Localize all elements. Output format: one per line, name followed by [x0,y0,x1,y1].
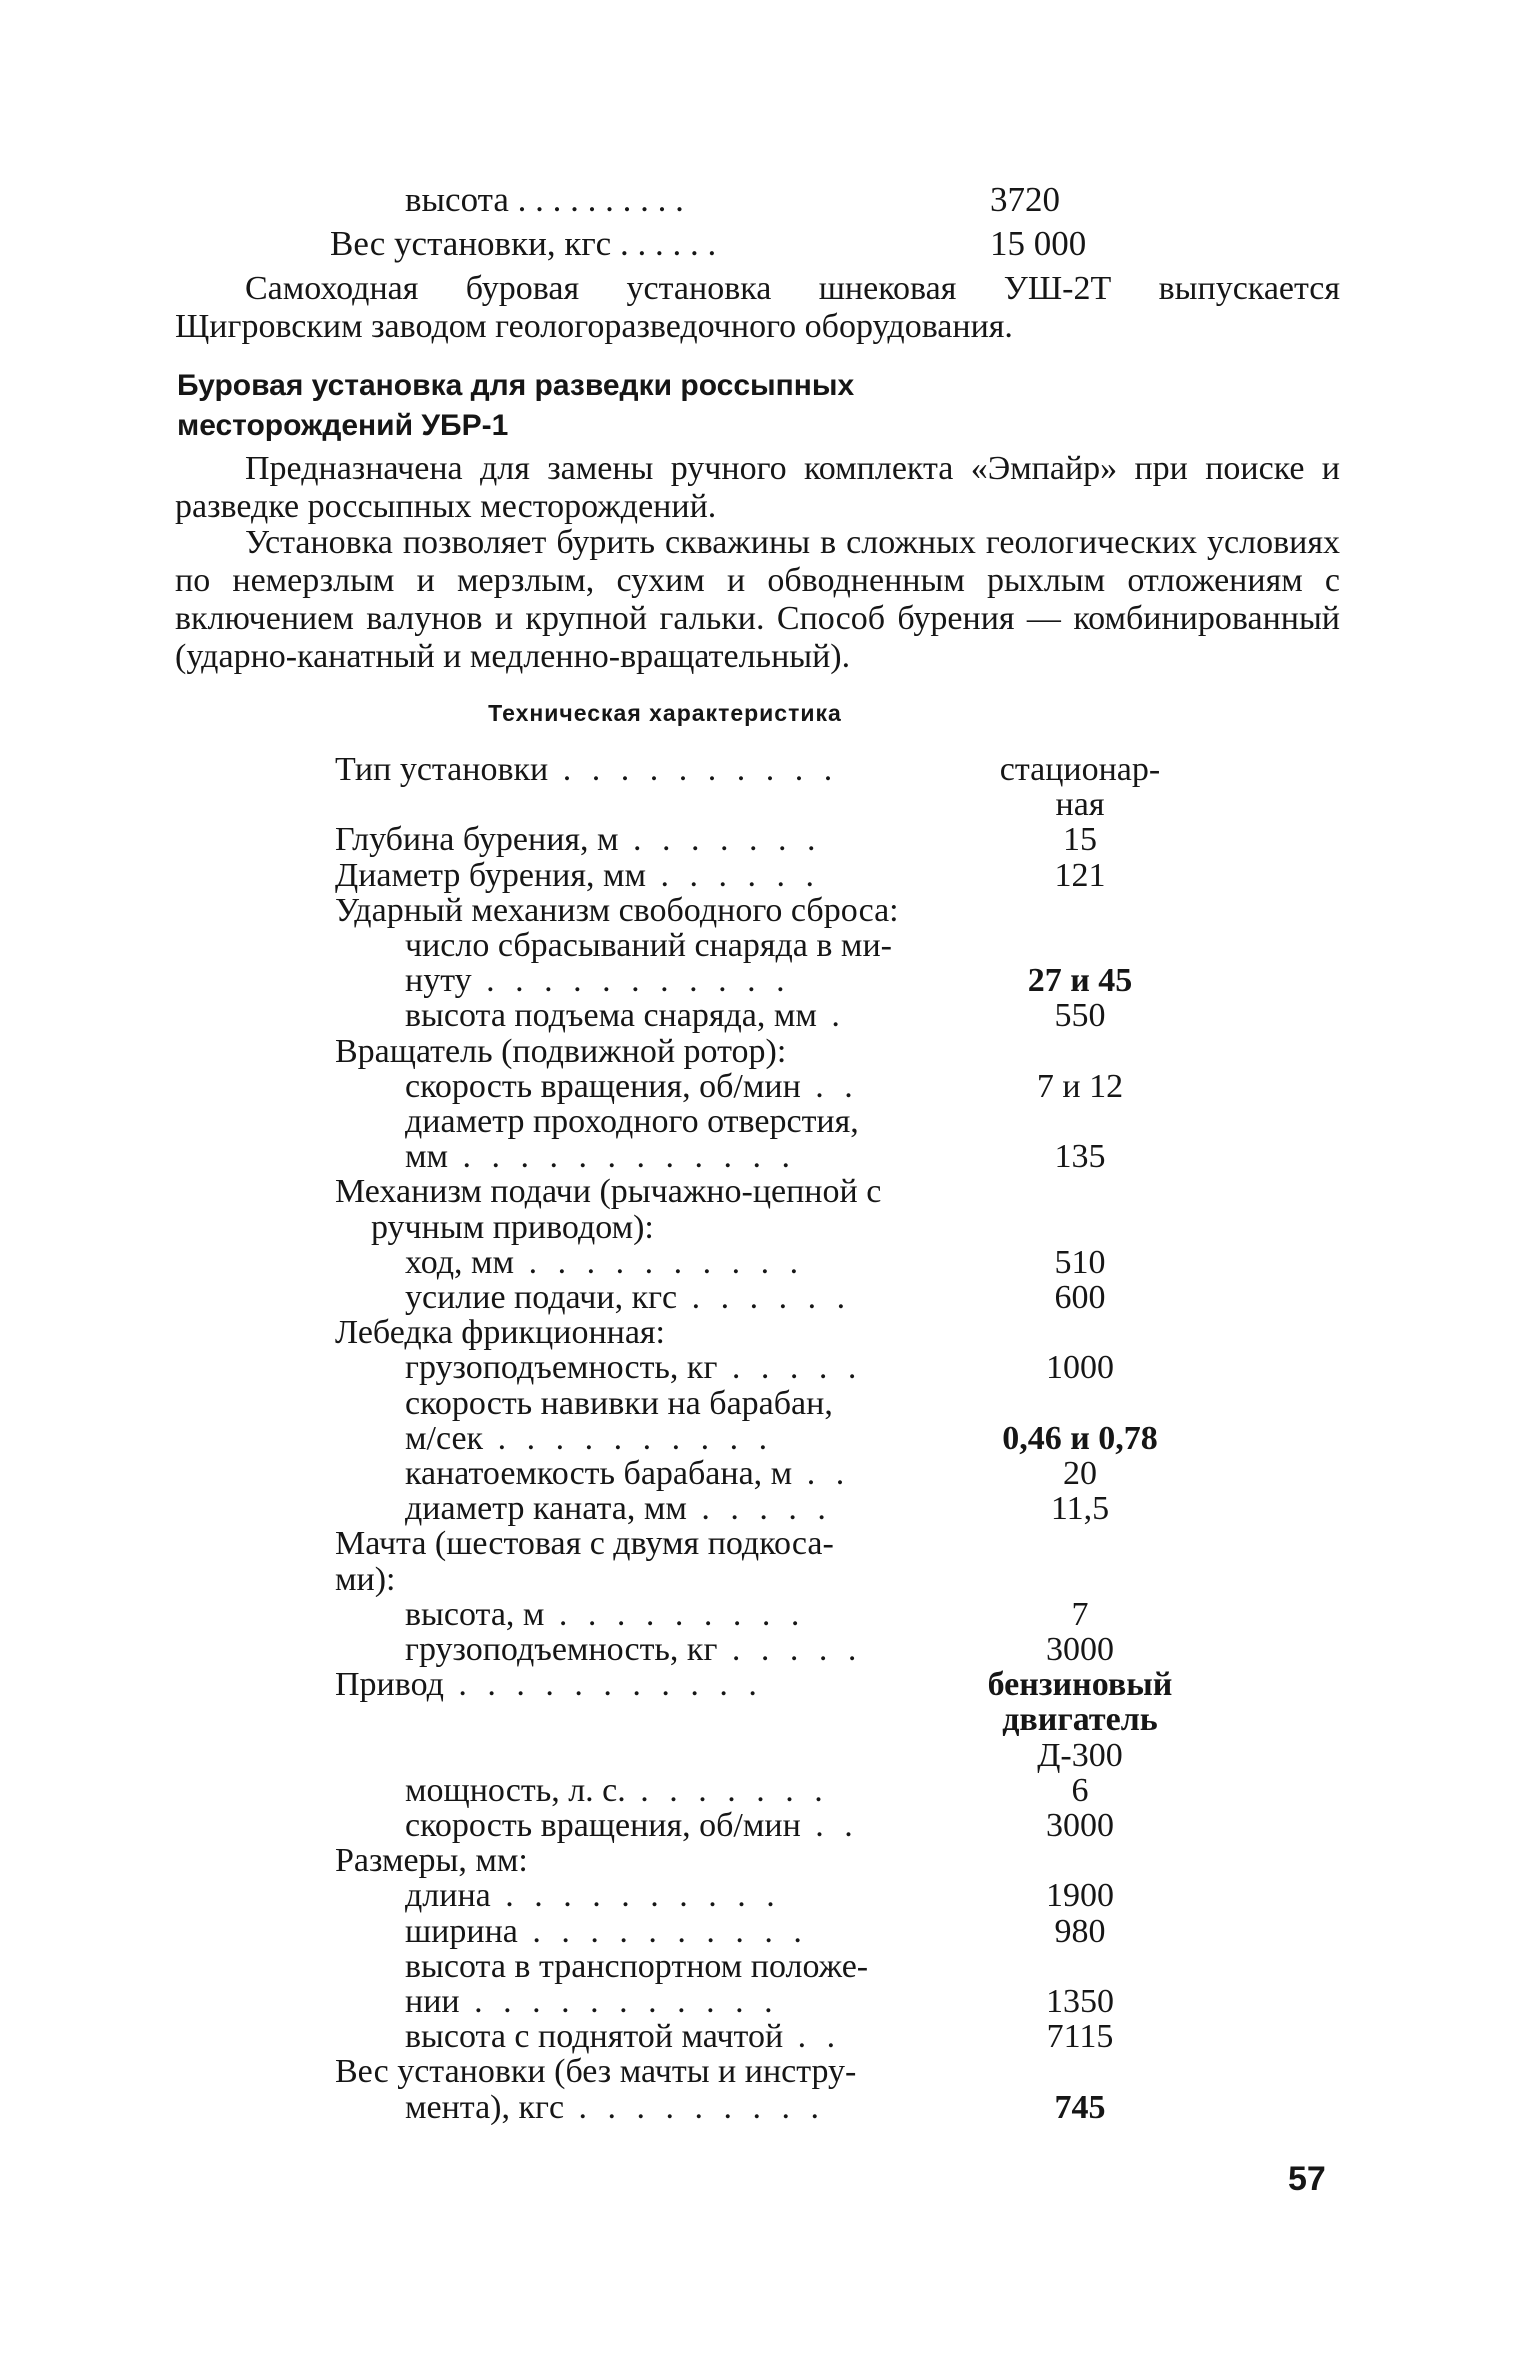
spec-row [335,1491,1235,1526]
spec-row [335,1034,1235,1069]
spec-label: грузоподъемность, кг [405,1632,718,1668]
spec-label: скорость навивки на барабан, [405,1385,833,1421]
spec-value: 3000 [1046,1807,1114,1845]
spec-label: Диаметр бурения, мм [335,857,647,893]
spec-value: 3720 [990,180,1060,219]
leader-dots: . . . . . . . . . [564,2089,826,2125]
heading-line-2: месторождений УБР-1 [177,409,509,442]
spec-value: 745 [1054,2088,1106,2126]
spec-label: Привод [335,1667,444,1703]
spec-label: длина [405,1878,491,1914]
heading-line-1: Буровая установка для разведки россыпных [177,369,855,402]
spec-value: Д-300 [1037,1736,1123,1774]
spec-value: бензиновый [987,1666,1173,1704]
spec-row [335,1526,1235,1561]
spec-value: 1000 [1046,1349,1114,1387]
spec-value: 11,5 [1050,1490,1110,1528]
leader-dots: . . . . . [717,1632,863,1668]
leader-dots: . . [783,2019,842,2055]
spec-row [335,1914,1235,1949]
spec-label: нуту [405,963,472,999]
leader-dots: . . [792,1456,851,1492]
spec-value: 27 и 45 [1027,962,1133,1000]
top-spec-list [330,178,1130,266]
spec-label: Мачта (шестовая с двумя подкоса- [335,1526,834,1562]
spec-row [335,2054,1235,2089]
spec-row [335,1773,1235,1808]
purpose-paragraph: Предназначена для замены ручного комплекта «Эмпайр» при поиске и разведке россыпных месторождений. [175,450,1340,525]
spec-label: скорость вращения, об/мин [405,1068,801,1105]
spec-label: Вес установки (без мачты и инстру- [335,2054,857,2090]
spec-label: Тип установки [335,752,549,788]
spec-label: мента), кгс [405,2089,565,2125]
spec-label: диаметр проходного отверстия, [405,1104,859,1140]
spec-label: высота в транспортном положе- [405,1948,869,1985]
spec-row [335,1667,1235,1702]
spec-label: Механизм подачи (рычажно-цепной с [335,1174,882,1210]
spec-label: Вращатель (подвижной ротор): [335,1033,787,1069]
spec-row [330,178,1130,222]
spec-row [335,1280,1235,1315]
spec-label: Лебедка фрикционная: [335,1315,666,1351]
spec-row [335,1104,1235,1139]
spec-value: 510 [1054,1243,1106,1281]
spec-row [335,787,1235,822]
table-title: Техническая характеристика [488,700,842,726]
spec-row [335,858,1235,893]
spec-value: 135 [1054,1138,1106,1176]
spec-label: Размеры, мм: [335,1843,528,1879]
spec-label: высота подъема снаряда, мм [405,998,817,1034]
spec-label: ширина [405,1913,518,1949]
spec-value: 20 [1063,1455,1097,1493]
leader-dots: . . . . . . . . . . [514,1244,805,1281]
spec-row [335,963,1235,998]
spec-row [335,1878,1235,1913]
spec-value: стационар- [999,751,1161,788]
spec-row [335,1350,1235,1385]
spec-row [335,1456,1235,1491]
spec-label: м/сек [405,1420,484,1457]
leader-dots: . . . . . . [611,224,717,263]
spec-row [335,1843,1235,1878]
leader-dots: . . . . . . . . . . [490,1878,781,1914]
spec-row [335,1808,1235,1843]
spec-value: 0,46 и 0,78 [1002,1419,1158,1457]
spec-label: мм [405,1139,449,1175]
leader-dots: . . . . . . . [618,822,822,858]
spec-row [335,928,1235,963]
section-heading [177,366,1077,446]
spec-label: ми): [335,1561,396,1597]
leader-dots: . . . . . . . . . . . [459,1984,779,2020]
spec-row [335,1984,1235,2019]
spec-label: ход, мм [405,1244,515,1281]
spec-label: высота, м [405,1596,545,1633]
leader-dots: . . . . . . . [625,1772,829,1809]
spec-value: 121 [1054,856,1106,894]
spec-row [335,1702,1235,1737]
leader-dots: . . [800,1068,859,1105]
spec-row [335,1738,1235,1773]
spec-row [335,1245,1235,1280]
spec-value: двигатель [1002,1701,1158,1739]
spec-row [335,1174,1235,1209]
spec-value: 7 и 12 [1036,1067,1124,1105]
page-number: 57 [1288,2160,1326,2198]
leader-dots: . . . . . . . . . . [517,1913,808,1949]
leader-dots: . . . . . . . . . [544,1596,806,1633]
spec-label: Глубина бурения, м [335,822,619,858]
spec-row [335,1562,1235,1597]
spec-label: Ударный механизм свободного сброса: [335,892,899,928]
spec-value: 3000 [1046,1631,1114,1669]
spec-row [335,1210,1235,1245]
leader-dots: . . . . . . . . . . [483,1420,774,1457]
spec-value: 600 [1054,1279,1106,1317]
spec-row [335,1139,1235,1174]
spec-row [335,1069,1235,1104]
spec-value: 7 [1071,1595,1089,1633]
leader-dots: . . . . . . [646,857,821,893]
spec-label: канатоемкость барабана, м [405,1456,793,1492]
spec-value: ная [1055,786,1105,824]
spec-value: 1900 [1046,1877,1114,1915]
capability-paragraph: Установка позволяет бурить скважины в сложных геологических условиях по немерзлым и мерзлым, сухим и обводненным рыхлым отложениям с включением валунов и крупной гальки. Способ бурения — комбинированный (ударно-канатный и медленно-вращательный). [175,524,1340,675]
spec-label: Вес установки, кгс [330,224,612,263]
spec-label: число сбрасываний снаряда в ми- [405,928,892,964]
leader-dots: . . . . . . . . . . [548,752,839,788]
spec-row [335,822,1235,857]
leader-dots: . . . . . . . . . . . [443,1667,763,1703]
spec-row [335,2019,1235,2054]
spec-value: 550 [1054,997,1106,1035]
leader-dots: . . . . . . [677,1280,852,1316]
spec-label: диаметр каната, мм [405,1491,687,1527]
spec-row [330,222,1130,266]
spec-value: 15 [1063,821,1097,859]
leader-dots: . . . . . . . . . . [508,180,684,219]
spec-label: мощность, л. с. [405,1772,626,1809]
spec-row [335,1632,1235,1667]
spec-row [335,752,1235,787]
spec-label: скорость вращения, об/мин [405,1808,801,1844]
leader-dots: . . . . . . . . . . . . [448,1139,797,1175]
spec-row [335,1315,1235,1350]
spec-value: 7115 [1046,2018,1114,2056]
spec-label: высота [405,180,509,219]
spec-label: грузоподъемность, кг [405,1350,718,1386]
spec-value: 980 [1054,1912,1106,1950]
spec-row [335,893,1235,928]
leader-dots: . . [800,1808,859,1844]
spec-value: 15 000 [990,224,1087,263]
spec-value: 1350 [1046,1983,1114,2021]
leader-dots: . . . . . [717,1350,863,1386]
spec-label: высота с поднятой мачтой [405,2019,784,2055]
spec-value: 6 [1071,1771,1089,1809]
intro-paragraph: Самоходная буровая установка шнековая УШ-2Т выпускается Щигровским заводом геологоразведочного оборудования. [175,270,1340,345]
spec-label: нии [405,1984,460,2020]
spec-row [335,1949,1235,1984]
spec-row [335,2090,1235,2125]
leader-dots: . . . . . [686,1491,832,1527]
spec-label: усилие подачи, кгс [405,1280,678,1316]
spec-row [335,998,1235,1033]
spec-row [335,1597,1235,1632]
leader-dots: . . . . . . . . . . . [471,963,791,999]
spec-label: ручным приводом): [371,1209,654,1245]
leader-dots: . [816,998,846,1034]
spec-row [335,1386,1235,1421]
spec-row [335,1421,1235,1456]
spec-table [335,752,1235,2125]
